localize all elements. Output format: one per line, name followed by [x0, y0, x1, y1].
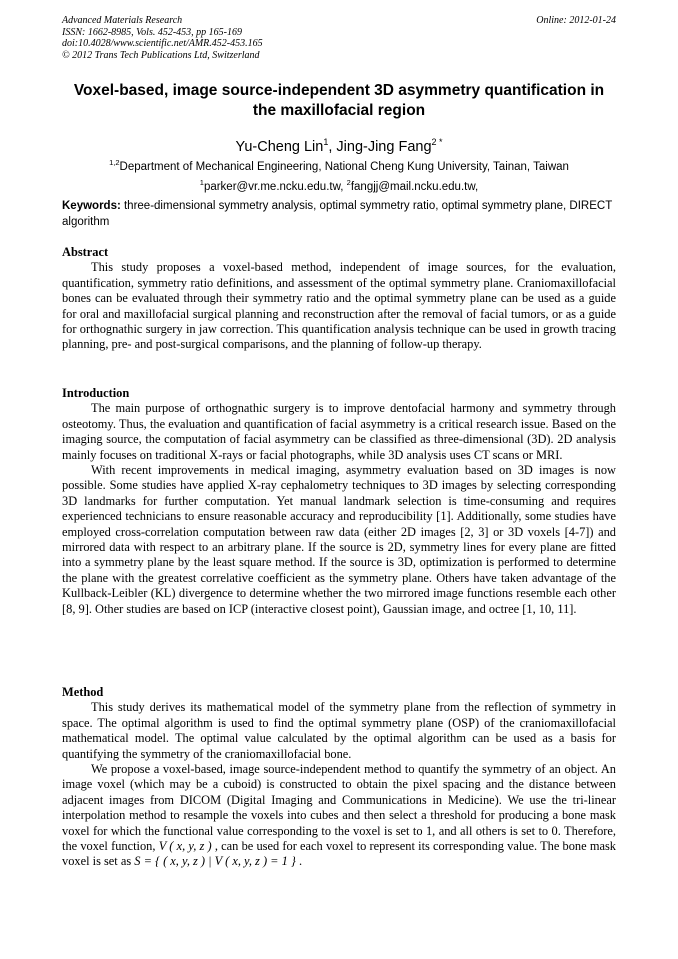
- author-name: Jing-Jing Fang: [336, 138, 432, 155]
- paragraph-text: .: [295, 854, 303, 869]
- journal-header: [62, 15, 616, 61]
- author-name: Yu-Cheng Lin: [235, 138, 324, 155]
- section-heading: Introduction: [62, 386, 130, 400]
- copyright-line: © 2012 Trans Tech Publications Ltd, Switzerland: [62, 49, 260, 61]
- method-section: [62, 685, 616, 870]
- journal-name: Advanced Materials Research: [62, 15, 183, 26]
- issn-line: ISSN: 1662-8985, Vols. 452-453, pp 165-169: [62, 26, 242, 38]
- email-mark: 1: [199, 177, 204, 187]
- keywords-label: Keywords:: [62, 200, 121, 212]
- email-address: parker@vr.me.ncku.edu.tw,: [203, 180, 347, 193]
- affiliation-mark: 1,2: [109, 158, 120, 167]
- doi-line: doi:10.4028/www.scientific.net/AMR.452-453.165: [62, 38, 263, 50]
- email-address: fangjj@mail.ncku.edu.tw,: [350, 180, 479, 193]
- affiliation-block: [62, 155, 616, 195]
- paragraph: [62, 762, 616, 870]
- email-line: [62, 175, 616, 195]
- author-affiliation-mark: 1: [323, 137, 329, 147]
- email-mark: 2: [346, 177, 351, 187]
- keywords: [62, 199, 616, 230]
- abstract-section: [62, 245, 616, 353]
- introduction-section: [62, 386, 616, 617]
- affiliation-line: [62, 155, 616, 175]
- author-list: [62, 133, 616, 156]
- paragraph: The main purpose of orthognathic surgery is to improve dentofacial harmony and symmetry through osteotomy. Thus, the evaluation and quantification of facial asymmetry is a critical research issue. Based on the imaging source, the computation of facial asymmetry can be classified as three-dimensional (3D). 2D analysis mainly focuses on traditional X-rays or facial photographs, while 3D analysis uses CT scans or MRI.: [62, 401, 616, 462]
- paragraph: This study proposes a voxel-based method, independent of image sources, for the evaluation, quantification, symmetry ratio definitions, and assessment of the optimal symmetry plane. Craniomaxillofacial bones can be evaluated through their symmetry ratio and the optimal symmetry plane can be used as a guide for oral and maxillofacial surgical planning and reconstruction after the removal of facial tumors, or as a guide for orthognathic surgery in jaw correction. This quantification analysis technique can be used in growth tracing planning, pre- and post-surgical comparisons, and the planning of follow-up therapy.: [62, 260, 616, 352]
- section-heading: Method: [62, 685, 104, 699]
- affiliation-dept: Department of Mechanical Engineering, National Cheng Kung University, Tainan, Taiwan: [119, 160, 569, 173]
- online-date: Online: 2012-01-24: [536, 15, 616, 26]
- author-separator: ,: [328, 138, 337, 155]
- paragraph: With recent improvements in medical imaging, asymmetry evaluation based on 3D images is now possible. Some studies have applied X-ray cephalometry techniques to 3D images by selecting corresponding 3D landmarks for further computation. Yet manual landmark selection is time-consuming and requires experienced technicians to ensure reasonable accuracy and reproducibility [1]. Additionally, some studies have employed cross-correlation computation between raw data (either 2D images [2, 3] or 3D voxels [4-7]) and mirrored data with respect to an arbitrary plane. If the source is 2D, symmetry lines for every plane are fitted into a symmetry plane by the least square method. If the source is 3D, optimization is performed to determine the plane with the greatest correlative coefficient as the symmetry plane. Others have taken advantage of the Kullback-Leibler (KL) divergence to determine whether the two mirrored image functions resemble each other [8, 9]. Other studies are based on ICP (interactive closest point), Gaussian image, and octree [1, 10, 11].: [62, 463, 616, 616]
- bone-mask-set-math: S = { ( x, y, z ) | V ( x, y, z ) = 1 }: [134, 854, 296, 869]
- voxel-function-math: V ( x, y, z ): [158, 839, 212, 854]
- author-affiliation-mark: 2 *: [431, 137, 443, 147]
- paragraph: This study derives its mathematical model of the symmetry plane from the reflection of symmetry in space. The optimal algorithm is used to find the optimal symmetry plane (OSP) of the craniomaxillofacial mathematical model. The optimal value calculated by the optimal algorithm can be used as a basis for quantifying the symmetry of the craniomaxillofacial bone.: [62, 700, 616, 761]
- section-heading: Abstract: [62, 245, 109, 259]
- paragraph-text: , can be used for each voxel to represent its corresponding value. The bone mask voxel is set as: [62, 839, 616, 869]
- paper-title: Voxel-based, image source-independent 3D asymmetry quantification in the maxillofacial region: [73, 82, 605, 119]
- paragraph-text: We propose a voxel-based, image source-independent method to quantify the symmetry of an object. An image voxel (which may be a cuboid) is constructed to obtain the pixel spacing and the distance between adjacent images from DICOM (Digital Imaging and Communications in Medicine). We use the tri-linear interpolation method to resample the voxels into cubes and then select a threshold for producing a bone mask voxel for which the functional value corresponding to the voxel is set to 1, and all others is set to 0. Therefore, the voxel function,: [62, 762, 616, 854]
- keywords-text: three-dimensional symmetry analysis, optimal symmetry ratio, optimal symmetry plane, DIRECT algorithm: [62, 200, 613, 228]
